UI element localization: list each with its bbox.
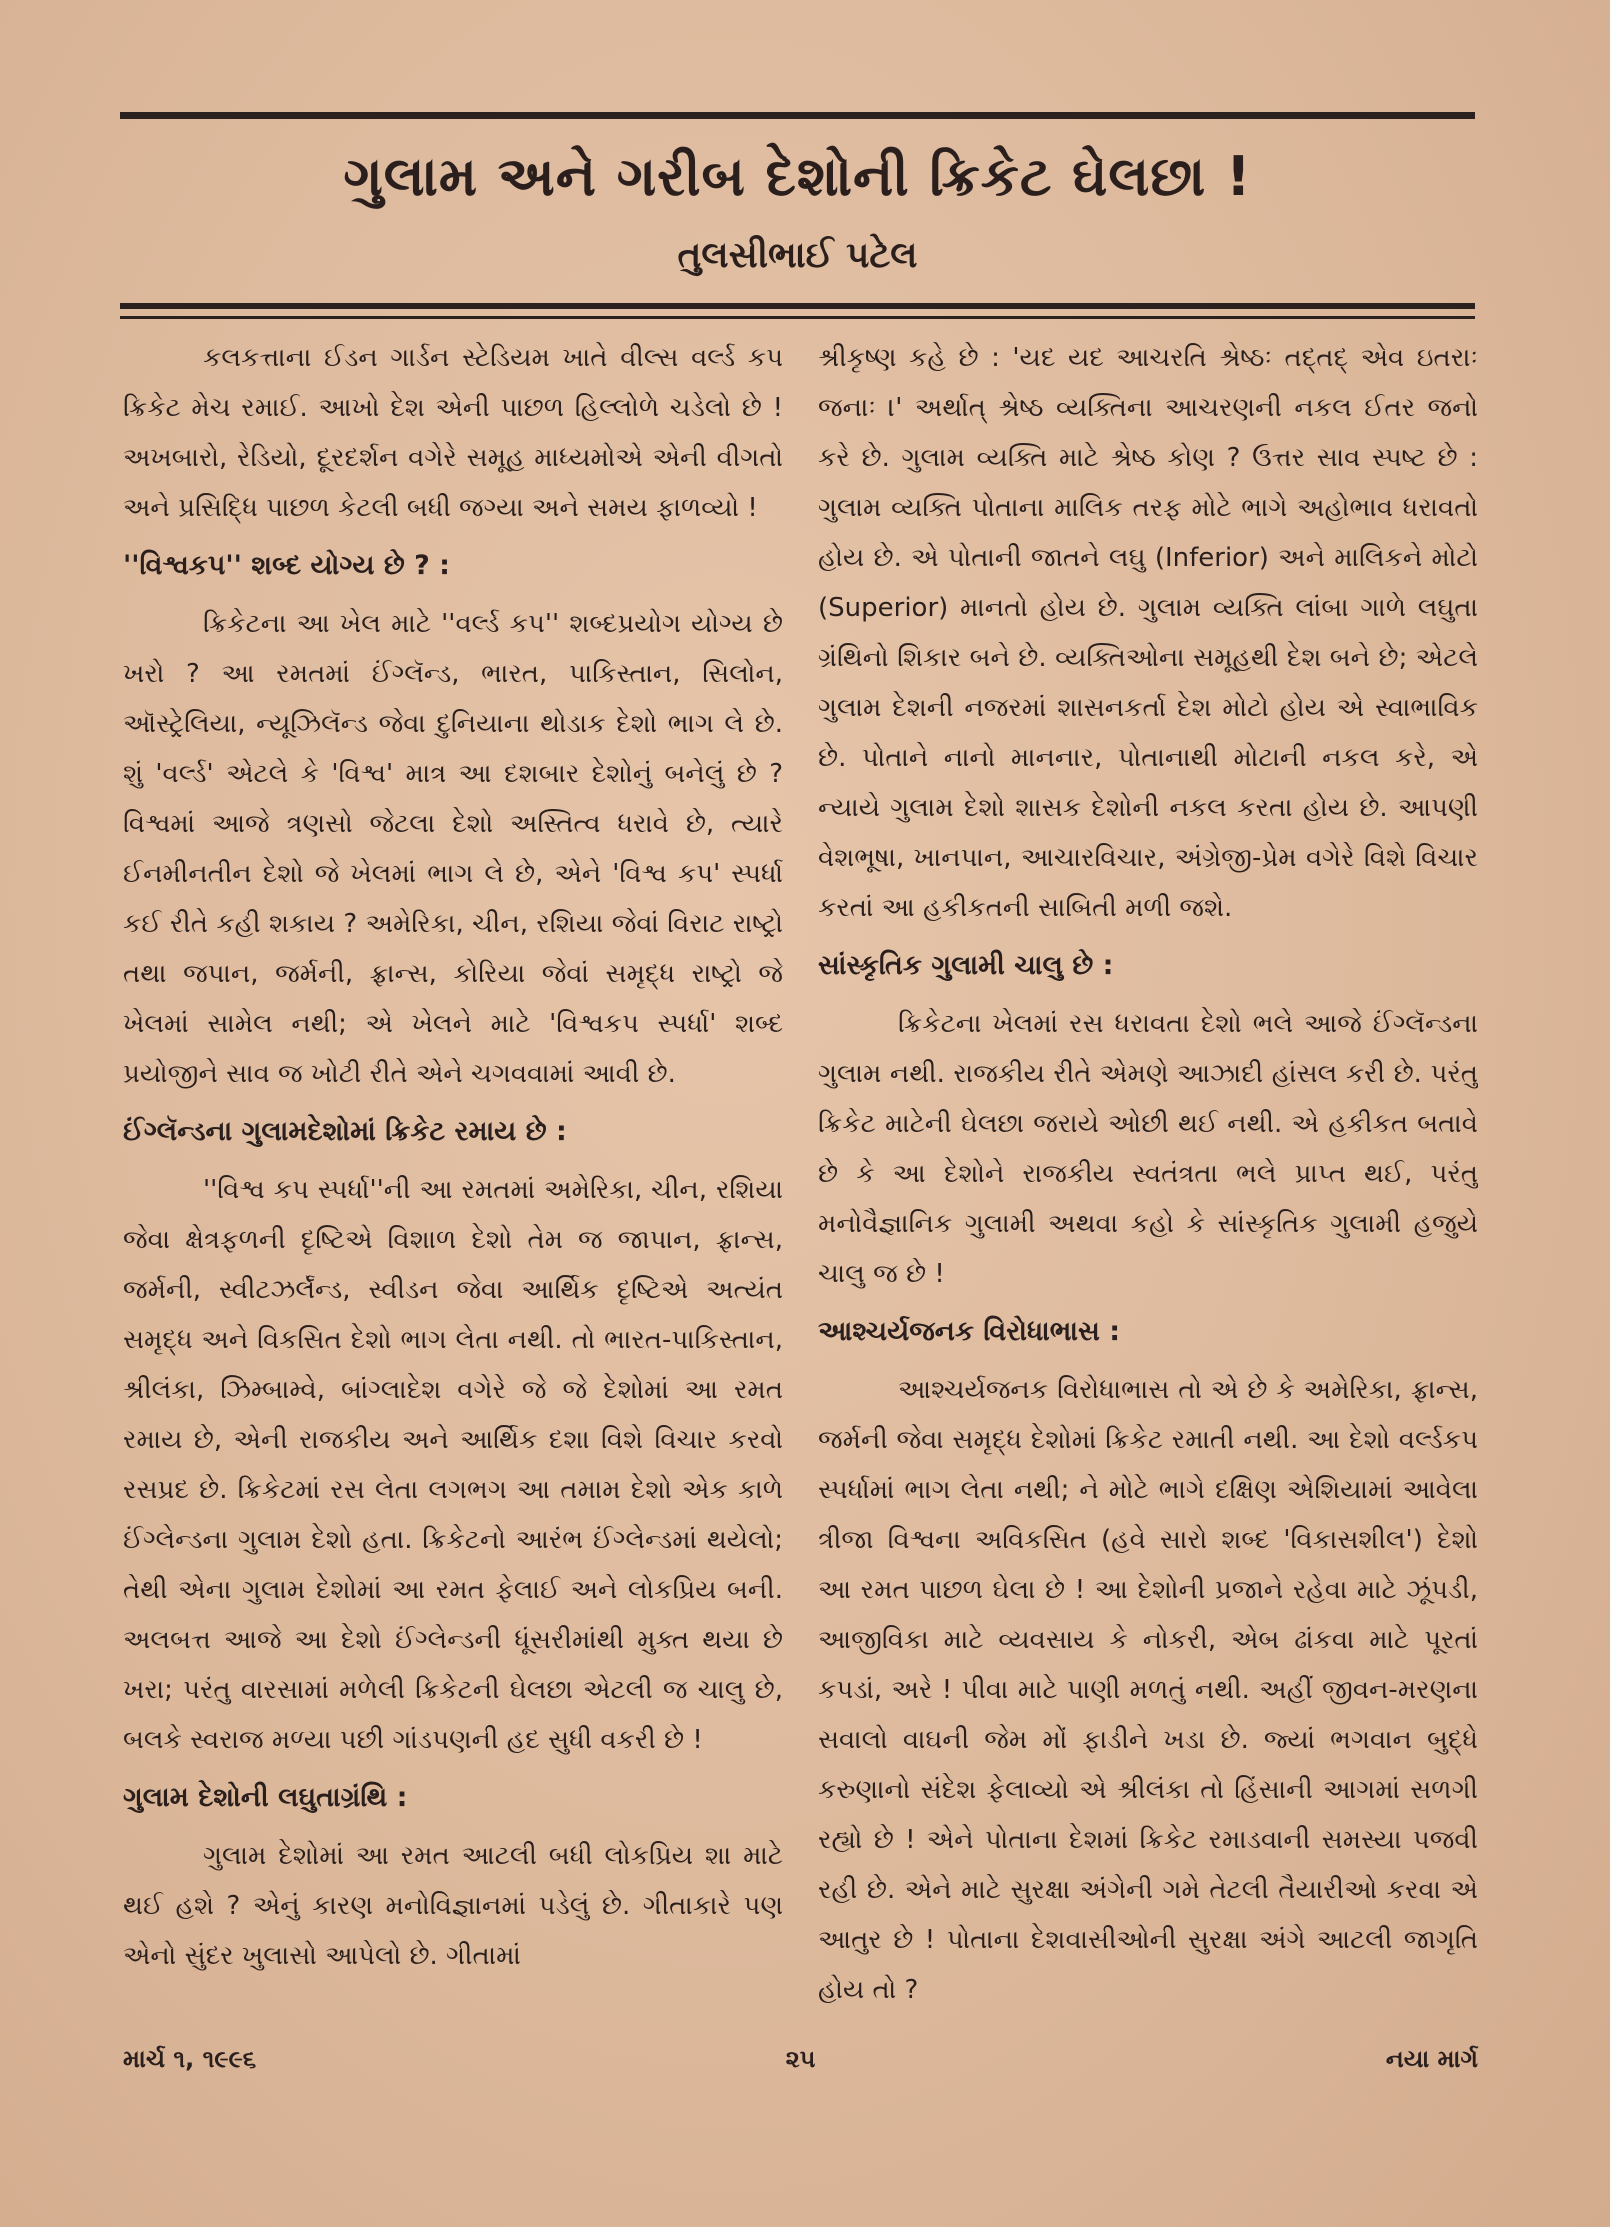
article-author: તુલસીભાઈ પટેલ (677, 235, 918, 276)
header-rule-thick (120, 303, 1475, 309)
paragraph: ક્રિકેટના આ ખેલ માટે ''વર્લ્ડ કપ'' શબ્દપ્રયોગ યોગ્ય છે ખરો ? આ રમતમાં ઈંગ્લૅન્ડ, ભારત, પાકિસ્તાન, સિલોન, ઑસ્ટ્રેલિયા, ન્યૂઝિલૅન્ડ જેવા દુનિયાના થોડાક દેશો ભાગ લે છે. શું 'વર્લ્ડ' એટલે કે 'વિશ્વ' માત્ર આ દશબાર દેશોનું બનેલું છે ? વિશ્વમાં આજે ત્રણસો જેટલા દેશો અસ્તિત્વ ધરાવે છે, ત્યારે ઈનમીનતીન દેશો જે ખેલમાં ભાગ લે છે, એને 'વિશ્વ કપ' સ્પર્ધા કઈ રીતે કહી શકાય ? અમેરિકા, ચીન, રશિયા જેવાં વિરાટ રાષ્ટ્રો તથા જપાન, જર્મની, ફ્રાન્સ, કોરિયા જેવાં સમૃદ્ધ રાષ્ટ્રો જે ખેલમાં સામેલ નથી; એ ખેલને માટે 'વિશ્વકપ સ્પર્ધા' શબ્દ પ્રયોજીને સાવ જ ખોટી રીતે એને ચગવવામાં આવી છે. (123, 609, 783, 1089)
right-column (818, 333, 1478, 2033)
page-number: ૨૫ (785, 2045, 816, 2073)
section-heading: સાંસ્કૃતિક ગુલામી ચાલુ છે : (818, 950, 1114, 981)
paragraph: ગુલામ દેશોમાં આ રમત આટલી બધી લોકપ્રિય શા માટે થઈ હશે ? એનું કારણ મનોવિજ્ઞાનમાં પડેલું છે. ગીતાકારે પણ એનો સુંદર ખુલાસો આપેલો છે. ગીતામાં (123, 1841, 783, 1971)
article-title: ગુલામ અને ગરીબ દેશોની ક્રિકેટ ઘેલછા ! (343, 145, 1252, 208)
paragraph: ''વિશ્વ કપ સ્પર્ધા''ની આ રમતમાં અમેરિકા, ચીન, રશિયા જેવા ક્ષેત્રફળની દૃષ્ટિએ વિશાળ દેશો તેમ જ જાપાન, ફ્રાન્સ, જર્મની, સ્વીટઝર્લૅન્ડ, સ્વીડન જેવા આર્થિક દૃષ્ટિએ અત્યંત સમૃદ્ધ અને વિકસિત દેશો ભાગ લેતા નથી. તો ભારત-પાકિસ્તાન, શ્રીલંકા, ઝિમ્બામ્વે, બાંગ્લાદેશ વગેરે જે જે દેશોમાં આ રમત રમાય છે, એની રાજકીય અને આર્થિક દશા વિશે વિચાર કરવો રસપ્રદ છે. ક્રિકેટમાં રસ લેતા લગભગ આ તમામ દેશો એક કાળે ઈંગ્લેન્ડના ગુલામ દેશો હતા. ક્રિકેટનો આરંભ ઈંગ્લેન્ડમાં થયેલો; તેથી એના ગુલામ દેશોમાં આ રમત ફેલાઈ અને લોકપ્રિય બની. અલબત્ત આજે આ દેશો ઈંગ્લેન્ડની ધૂંસરીમાંથી મુક્ત થયા છે ખરા; પરંતુ વારસામાં મળેલી ક્રિકેટની ઘેલછા એટલી જ ચાલુ છે, બલકે સ્વરાજ મળ્યા પછી ગાંડપણની હદ સુધી વકરી છે ! (123, 1175, 783, 1755)
section-heading: ગુલામ દેશોની લઘુતાગ્રંથિ : (123, 1782, 408, 1813)
section-heading: આશ્ચર્યજનક વિરોધાભાસ : (818, 1316, 1121, 1347)
paragraph: શ્રીકૃષ્ણ કહે છે : 'યદ યદ આચરતિ શ્રેષ્ઠઃ તદ્તદ્ એવ ઇતરાઃ જનાઃ ।' અર્થાત્ શ્રેષ્ઠ વ્યક્તિના આચરણની નકલ ઈતર જનો કરે છે. ગુલામ વ્યક્તિ માટે શ્રેષ્ઠ કોણ ? ઉત્તર સાવ સ્પષ્ટ છે : ગુલામ વ્યક્તિ પોતાના માલિક તરફ મોટે ભાગે અહોભાવ ધરાવતો હોય છે. એ પોતાની જાતને લઘુ (Inferior) અને માલિકને મોટો (Superior) માનતો હોય છે. ગુલામ વ્યક્તિ લાંબા ગાળે લઘુતા ગ્રંથિનો શિકાર બને છે. વ્યક્તિઓના સમૂહથી દેશ બને છે; એટલે ગુલામ દેશની નજરમાં શાસનકર્તા દેશ મોટો હોય એ સ્વાભાવિક છે. પોતાને નાનો માનનાર, પોતાનાથી મોટાની નકલ કરે, એ ન્યાયે ગુલામ દેશો શાસક દેશોની નકલ કરતા હોય છે. આપણી વેશભૂષા, ખાનપાન, આચારવિચાર, અંગ્રેજી-પ્રેમ વગેરે વિશે વિચાર કરતાં આ હકીકતની સાબિતી મળી જશે. (818, 343, 1478, 923)
section-heading: ''વિશ્વકપ'' શબ્દ યોગ્ય છે ? : (123, 550, 450, 581)
section-heading: ઈંગ્લૅન્ડના ગુલામદેશોમાં ક્રિકેટ રમાય છે : (123, 1116, 567, 1147)
header-rule-thin (120, 316, 1475, 319)
top-rule (120, 112, 1475, 119)
left-column (123, 333, 783, 2033)
magazine-name: નયા માર્ગ (1385, 2045, 1478, 2073)
paragraph: ક્રિકેટના ખેલમાં રસ ધરાવતા દેશો ભલે આજે ઈંગ્લૅન્ડના ગુલામ નથી. રાજકીય રીતે એમણે આઝાદી હાંસલ કરી છે. પરંતુ ક્રિકેટ માટેની ઘેલછા જરાયે ઓછી થઈ નથી. એ હકીકત બતાવે છે કે આ દેશોને રાજકીય સ્વતંત્રતા ભલે પ્રાપ્ત થઈ, પરંતુ મનોવૈજ્ઞાનિક ગુલામી અથવા કહો કે સાંસ્કૃતિક ગુલામી હજુયે ચાલુ જ છે ! (818, 1009, 1478, 1289)
issue-date: માર્ચ ૧, ૧૯૯૬ (123, 2045, 257, 2073)
page-footer (123, 2045, 1478, 2095)
paragraph: આશ્ચર્યજનક વિરોધાભાસ તો એ છે કે અમેરિકા, ફ્રાન્સ, જર્મની જેવા સમૃદ્ધ દેશોમાં ક્રિકેટ રમાતી નથી. આ દેશો વર્લ્ડકપ સ્પર્ધામાં ભાગ લેતા નથી; ને મોટે ભાગે દક્ષિણ એશિયામાં આવેલા ત્રીજા વિશ્વના અવિકસિત (હવે સારો શબ્દ 'વિકાસશીલ') દેશો આ રમત પાછળ ઘેલા છે ! આ દેશોની પ્રજાને રહેવા માટે ઝૂંપડી, આજીવિકા માટે વ્યવસાય કે નોકરી, એબ ઢાંકવા માટે પૂરતાં કપડાં, અરે ! પીવા માટે પાણી મળતું નથી. અહીં જીવન-મરણના સવાલો વાઘની જેમ મોં ફાડીને ખડા છે. જ્યાં ભગવાન બુદ્ધે કરુણાનો સંદેશ ફેલાવ્યો એ શ્રીલંકા તો હિંસાની આગમાં સળગી રહ્યો છે ! એને પોતાના દેશમાં ક્રિકેટ રમાડવાની સમસ્યા પજવી રહી છે. એને માટે સુરક્ષા અંગેની ગમે તેટલી તૈયારીઓ કરવા એ આતુર છે ! પોતાના દેશવાસીઓની સુરક્ષા અંગે આટલી જાગૃતિ હોય તો ? (818, 1375, 1478, 2005)
paragraph: કલકત્તાના ઈડન ગાર્ડન સ્ટેડિયમ ખાતે વીલ્સ વર્લ્ડ કપ ક્રિકેટ મેચ રમાઈ. આખો દેશ એની પાછળ હિલ્લોળે ચડેલો છે ! અખબારો, રેડિયો, દૂરદર્શન વગેરે સમૂહ માધ્યમોએ એની વીગતો અને પ્રસિદ્ધિ પાછળ કેટલી બધી જગ્યા અને સમય ફાળવ્યો ! (123, 343, 783, 523)
